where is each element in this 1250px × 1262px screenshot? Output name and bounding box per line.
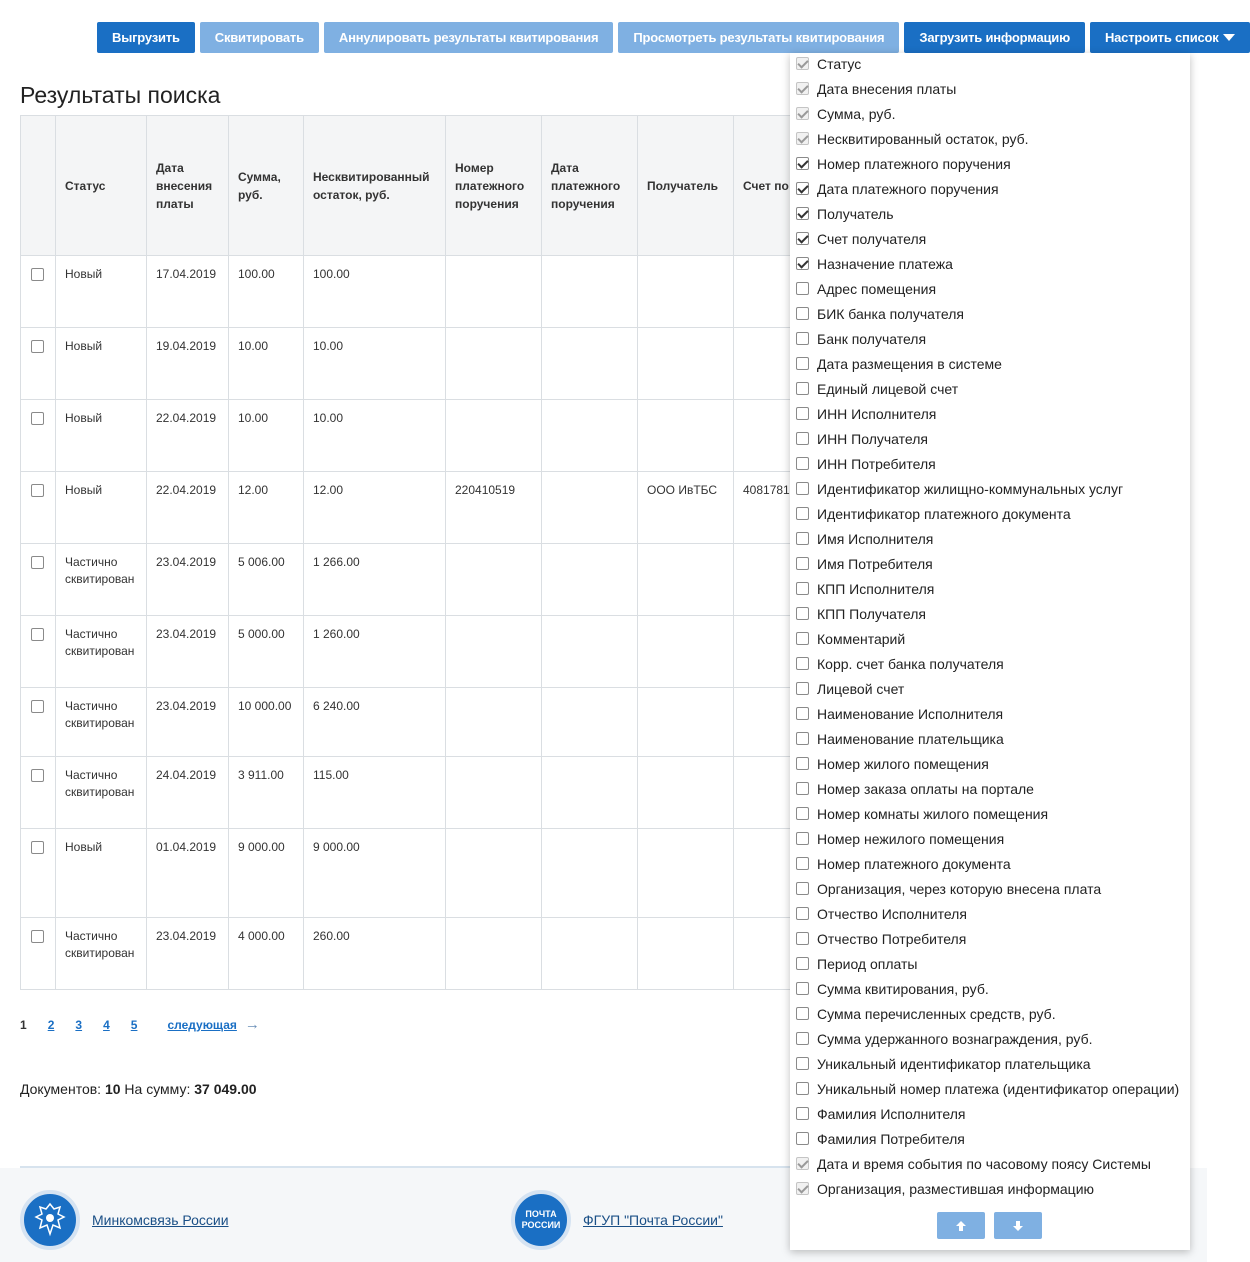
column-option[interactable] — [790, 826, 1190, 851]
column-option[interactable] — [790, 976, 1190, 1001]
column-option[interactable] — [790, 201, 1190, 226]
column-option-label: БИК банка получателя — [817, 305, 964, 322]
cell-sum: 5 000.00 — [229, 616, 304, 688]
cell-status: Частично сквитирован — [56, 688, 147, 757]
column-option-checkbox[interactable] — [796, 707, 809, 720]
table-header-row — [21, 116, 819, 256]
column-option-label: Дата платежного поручения — [817, 180, 999, 197]
row-checkbox[interactable] — [31, 769, 44, 782]
results-table — [20, 115, 819, 990]
column-option[interactable] — [790, 101, 1190, 126]
row-select-cell — [21, 829, 56, 918]
column-option-checkbox[interactable] — [796, 632, 809, 645]
column-option-label: Имя Исполнителя — [817, 530, 934, 547]
column-option-label: Несквитированный остаток, руб. — [817, 130, 1029, 147]
row-select-cell — [21, 616, 56, 688]
column-option-checkbox[interactable] — [796, 907, 809, 920]
row-checkbox[interactable] — [31, 628, 44, 641]
column-option[interactable] — [790, 551, 1190, 576]
column-option-checkbox[interactable] — [796, 1057, 809, 1070]
cell-rest: 10.00 — [304, 328, 446, 400]
column-option-checkbox[interactable] — [796, 282, 809, 295]
column-option-checkbox[interactable] — [796, 557, 809, 570]
column-option[interactable] — [790, 51, 1190, 76]
row-checkbox[interactable] — [31, 700, 44, 713]
column-option-checkbox[interactable] — [796, 782, 809, 795]
column-option-label: Номер платежного поручения — [817, 155, 1011, 172]
row-select-cell — [21, 472, 56, 544]
arrow-up-icon — [955, 1220, 967, 1232]
column-option-checkbox[interactable] — [796, 482, 809, 495]
column-option-checkbox[interactable] — [796, 932, 809, 945]
column-header-1: Дата внесения платы — [147, 116, 229, 256]
cell-rest: 1 260.00 — [304, 616, 446, 688]
cell-date: 19.04.2019 — [147, 328, 229, 400]
pochta-logo-icon — [511, 1190, 571, 1250]
cell-date: 23.04.2019 — [147, 688, 229, 757]
row-checkbox[interactable] — [31, 340, 44, 353]
sum-value: 37 049.00 — [194, 1081, 257, 1097]
column-option-checkbox — [796, 107, 809, 120]
column-option-checkbox[interactable] — [796, 382, 809, 395]
column-option-checkbox[interactable] — [796, 657, 809, 670]
column-option[interactable] — [790, 376, 1190, 401]
row-checkbox[interactable] — [31, 412, 44, 425]
dropdown-actions — [937, 1212, 1042, 1239]
column-header-select — [21, 116, 56, 256]
column-option[interactable] — [790, 901, 1190, 926]
column-option-label: Идентификатор жилищно-коммунальных услуг — [817, 480, 1124, 497]
column-option[interactable] — [790, 726, 1190, 751]
column-option-label: Имя Потребителя — [817, 555, 933, 572]
cell-status: Частично сквитирован — [56, 616, 147, 688]
column-option[interactable] — [790, 1076, 1190, 1101]
column-option-label: Лицевой счет — [817, 680, 905, 697]
column-option[interactable] — [790, 251, 1190, 276]
column-option-checkbox[interactable] — [796, 332, 809, 345]
column-option-label: ИНН Получателя — [817, 430, 928, 447]
move-down-button[interactable] — [994, 1212, 1042, 1239]
cell-rest: 12.00 — [304, 472, 446, 544]
column-option-label: Уникальный идентификатор плательщика — [817, 1055, 1091, 1072]
column-option-checkbox[interactable] — [796, 307, 809, 320]
cell-rest: 6 240.00 — [304, 688, 446, 757]
row-select-cell — [21, 757, 56, 829]
coat-of-arms-icon — [20, 1190, 80, 1250]
column-option-label: Фамилия Потребителя — [817, 1130, 965, 1147]
column-option-checkbox[interactable] — [796, 882, 809, 895]
column-option-checkbox[interactable] — [796, 732, 809, 745]
cell-sum: 10.00 — [229, 328, 304, 400]
cell-rest: 260.00 — [304, 918, 446, 990]
column-option-checkbox — [796, 82, 809, 95]
row-select-cell — [21, 544, 56, 616]
column-option-label: Номер платежного документа — [817, 855, 1011, 872]
column-option[interactable] — [790, 776, 1190, 801]
column-option[interactable] — [790, 876, 1190, 901]
column-settings-dropdown — [790, 53, 1190, 1250]
column-header-6: Получатель — [638, 116, 734, 256]
cell-date: 22.04.2019 — [147, 400, 229, 472]
column-option-checkbox[interactable] — [796, 182, 809, 195]
row-checkbox[interactable] — [31, 268, 44, 281]
column-option[interactable] — [790, 851, 1190, 876]
footer-label-pochta[interactable]: ФГУП "Почта России" — [583, 1212, 723, 1228]
column-header-5: Дата платежного поручения — [542, 116, 638, 256]
pagination — [20, 1016, 260, 1033]
cell-recipient — [638, 829, 734, 918]
docs-label: Документов: — [20, 1081, 102, 1097]
column-option[interactable] — [790, 1051, 1190, 1076]
page-link-5[interactable]: 5 — [130, 1017, 138, 1032]
cell-order_date — [542, 688, 638, 757]
column-option-checkbox — [796, 57, 809, 70]
column-option-label: Получатель — [817, 205, 894, 222]
cell-sum: 10 000.00 — [229, 688, 304, 757]
column-option-label: КПП Исполнителя — [817, 580, 935, 597]
toolbar — [97, 22, 1250, 53]
cell-date: 17.04.2019 — [147, 256, 229, 328]
cell-order_no — [446, 544, 542, 616]
cell-order_date — [542, 472, 638, 544]
column-option[interactable] — [790, 926, 1190, 951]
cell-status: Частично сквитирован — [56, 757, 147, 829]
toolbar-button-1[interactable]: Сквитировать — [200, 22, 319, 53]
page-link-4[interactable]: 4 — [103, 1017, 110, 1032]
page-link-1[interactable]: 1 — [20, 1017, 27, 1032]
cell-status: Частично сквитирован — [56, 918, 147, 990]
page-title: Результаты поиска — [20, 82, 221, 108]
column-option[interactable] — [790, 126, 1190, 151]
column-option-label: Назначение платежа — [817, 255, 953, 272]
cell-date: 23.04.2019 — [147, 544, 229, 616]
table-row — [21, 256, 819, 328]
column-option-checkbox[interactable] — [796, 532, 809, 545]
column-option[interactable] — [790, 751, 1190, 776]
column-option[interactable] — [790, 1176, 1190, 1201]
column-option-checkbox[interactable] — [796, 832, 809, 845]
cell-sum: 3 911.00 — [229, 757, 304, 829]
column-option[interactable] — [790, 951, 1190, 976]
toolbar-button-5[interactable]: Настроить список — [1090, 22, 1250, 53]
cell-order_date — [542, 328, 638, 400]
cell-rest: 10.00 — [304, 400, 446, 472]
column-option[interactable] — [790, 801, 1190, 826]
column-option[interactable] — [790, 626, 1190, 651]
cell-rest: 100.00 — [304, 256, 446, 328]
column-option-label: Корр. счет банка получателя — [817, 655, 1004, 672]
column-option[interactable] — [790, 176, 1190, 201]
column-option-label: Период оплаты — [817, 955, 918, 972]
column-option-label: ИНН Потребителя — [817, 455, 936, 472]
cell-order_no — [446, 688, 542, 757]
column-option-label: Адрес помещения — [817, 280, 937, 297]
next-page-link[interactable]: следующая — [167, 1017, 237, 1032]
column-option-checkbox[interactable] — [796, 507, 809, 520]
documents-summary — [20, 1081, 257, 1097]
column-option-label: Отчество Потребителя — [817, 930, 967, 947]
toolbar-button-4[interactable]: Загрузить информацию — [904, 22, 1085, 53]
column-option-checkbox[interactable] — [796, 407, 809, 420]
column-option-label: Номер нежилого помещения — [817, 830, 1005, 847]
row-select-cell — [21, 256, 56, 328]
column-option[interactable] — [790, 151, 1190, 176]
column-option-checkbox[interactable] — [796, 582, 809, 595]
cell-sum: 10.00 — [229, 400, 304, 472]
cell-rest: 9 000.00 — [304, 829, 446, 918]
column-option-checkbox[interactable] — [796, 432, 809, 445]
column-option-label: Наименование Исполнителя — [817, 705, 1004, 722]
column-option[interactable] — [790, 1101, 1190, 1126]
column-option[interactable] — [790, 701, 1190, 726]
cell-order_no — [446, 918, 542, 990]
cell-order_date — [542, 757, 638, 829]
cell-order_no — [446, 400, 542, 472]
column-option[interactable] — [790, 1001, 1190, 1026]
table-row — [21, 544, 819, 616]
cell-date: 24.04.2019 — [147, 757, 229, 829]
cell-recipient — [638, 616, 734, 688]
column-option-label: Номер заказа оплаты на портале — [817, 780, 1034, 797]
column-header-0: Статус — [56, 116, 147, 256]
cell-recipient — [638, 544, 734, 616]
cell-status: Новый — [56, 328, 147, 400]
column-option-checkbox[interactable] — [796, 857, 809, 870]
column-option-checkbox[interactable] — [796, 1007, 809, 1020]
cell-account: 4081781 — [734, 472, 800, 544]
column-option-checkbox[interactable] — [796, 257, 809, 270]
cell-recipient — [638, 918, 734, 990]
cell-sum: 12.00 — [229, 472, 304, 544]
column-header-7: Счет по — [734, 116, 800, 256]
row-select-cell — [21, 328, 56, 400]
column-option[interactable] — [790, 501, 1190, 526]
pochta-logo-text: ПОЧТА РОССИИ — [521, 1209, 561, 1230]
column-option[interactable] — [790, 76, 1190, 101]
row-checkbox[interactable] — [31, 484, 44, 497]
table-row — [21, 829, 819, 918]
row-select-cell — [21, 400, 56, 472]
cell-status: Новый — [56, 256, 147, 328]
cell-order_no — [446, 757, 542, 829]
column-option-label: Дата внесения платы — [817, 80, 957, 97]
cell-status: Новый — [56, 472, 147, 544]
docs-count: 10 — [104, 1081, 121, 1097]
table-row — [21, 918, 819, 990]
column-option-label: КПП Получателя — [817, 605, 926, 622]
cell-order_date — [542, 544, 638, 616]
column-option-label: Уникальный номер платежа (идентификатор операции) — [817, 1080, 1180, 1097]
cell-order_date — [542, 616, 638, 688]
column-option[interactable] — [790, 526, 1190, 551]
table-row — [21, 400, 819, 472]
toolbar-button-2[interactable]: Аннулировать результаты квитирования — [324, 22, 613, 53]
row-checkbox[interactable] — [31, 556, 44, 569]
column-option-checkbox[interactable] — [796, 807, 809, 820]
caret-down-icon — [1223, 34, 1235, 41]
column-option-checkbox[interactable] — [796, 1132, 809, 1145]
cell-recipient: ООО ИвТБС — [638, 472, 734, 544]
column-option-label: Статус — [817, 55, 862, 72]
cell-sum: 5 006.00 — [229, 544, 304, 616]
cell-status: Частично сквитирован — [56, 544, 147, 616]
footer-link-minsvyaz[interactable] — [20, 1190, 229, 1250]
column-option-label: Организация, через которую внесена плата — [817, 880, 1102, 897]
cell-order_date — [542, 829, 638, 918]
table-row — [21, 328, 819, 400]
column-option-label: Сумма перечисленных средств, руб. — [817, 1005, 1056, 1022]
cell-rest: 1 266.00 — [304, 544, 446, 616]
column-option-label: Банк получателя — [817, 330, 927, 347]
column-option-label: Дата размещения в системе — [817, 355, 1002, 372]
cell-sum: 100.00 — [229, 256, 304, 328]
column-option-checkbox[interactable] — [796, 457, 809, 470]
row-checkbox[interactable] — [31, 841, 44, 854]
cell-sum: 9 000.00 — [229, 829, 304, 918]
footer-label-minsvyaz[interactable]: Минкомсвязь России — [92, 1212, 229, 1228]
column-option-checkbox[interactable] — [796, 157, 809, 170]
column-option-checkbox[interactable] — [796, 682, 809, 695]
cell-status: Новый — [56, 829, 147, 918]
column-option[interactable] — [790, 326, 1190, 351]
column-option-label: Идентификатор платежного документа — [817, 505, 1071, 522]
cell-order_no: 220410519 — [446, 472, 542, 544]
cell-recipient — [638, 328, 734, 400]
column-option-checkbox[interactable] — [796, 1107, 809, 1120]
cell-status: Новый — [56, 400, 147, 472]
page-link-3[interactable]: 3 — [75, 1017, 83, 1032]
column-option[interactable] — [790, 576, 1190, 601]
column-option[interactable] — [790, 276, 1190, 301]
toolbar-button-0[interactable]: Выгрузить — [97, 22, 195, 53]
column-option[interactable] — [790, 301, 1190, 326]
sum-label: На сумму: — [124, 1081, 191, 1097]
column-option-checkbox[interactable] — [796, 357, 809, 370]
column-option-label: Номер комнаты жилого помещения — [817, 805, 1049, 822]
row-select-cell — [21, 918, 56, 990]
column-option[interactable] — [790, 401, 1190, 426]
column-option[interactable] — [790, 426, 1190, 451]
footer-link-pochta[interactable] — [511, 1190, 723, 1250]
column-option[interactable] — [790, 226, 1190, 251]
column-option-checkbox — [796, 1182, 809, 1195]
cell-order_no — [446, 256, 542, 328]
cell-sum: 4 000.00 — [229, 918, 304, 990]
column-option-checkbox[interactable] — [796, 207, 809, 220]
column-option-label: Наименование плательщика — [817, 730, 1004, 747]
column-option[interactable] — [790, 476, 1190, 501]
cell-date: 23.04.2019 — [147, 616, 229, 688]
cell-order_date — [542, 918, 638, 990]
column-option-label: Сумма квитирования, руб. — [817, 980, 989, 997]
page-link-2[interactable]: 2 — [47, 1017, 55, 1032]
column-option-label: Счет получателя — [817, 230, 927, 247]
column-option-checkbox[interactable] — [796, 757, 809, 770]
column-option-label: Дата и время события по часовому поясу Системы — [817, 1155, 1151, 1172]
cell-order_no — [446, 829, 542, 918]
cell-recipient — [638, 400, 734, 472]
column-option-label: Единый лицевой счет — [817, 380, 959, 397]
cell-order_no — [446, 328, 542, 400]
column-option-checkbox[interactable] — [796, 607, 809, 620]
column-option-label: Организация, разместившая информацию — [817, 1180, 1095, 1197]
column-option-checkbox[interactable] — [796, 232, 809, 245]
column-option-checkbox[interactable] — [796, 1082, 809, 1095]
column-header-4: Номер платежного поручения — [446, 116, 542, 256]
arrow-down-icon — [1012, 1220, 1024, 1232]
row-checkbox[interactable] — [31, 930, 44, 943]
column-option-checkbox[interactable] — [796, 1032, 809, 1045]
table-row — [21, 472, 819, 544]
column-option[interactable] — [790, 651, 1190, 676]
column-option-checkbox[interactable] — [796, 982, 809, 995]
column-option-checkbox — [796, 132, 809, 145]
cell-recipient — [638, 256, 734, 328]
cell-date: 23.04.2019 — [147, 918, 229, 990]
column-option[interactable] — [790, 451, 1190, 476]
cell-recipient — [638, 757, 734, 829]
arrow-right-icon[interactable]: → — [244, 1016, 260, 1033]
column-option[interactable] — [790, 676, 1190, 701]
table-row — [21, 757, 819, 829]
column-option-label: Отчество Исполнителя — [817, 905, 967, 922]
cell-order_no — [446, 616, 542, 688]
column-option-label: ИНН Исполнителя — [817, 405, 937, 422]
column-header-2: Сумма, руб. — [229, 116, 304, 256]
cell-rest: 115.00 — [304, 757, 446, 829]
column-option[interactable] — [790, 1126, 1190, 1151]
cell-order_date — [542, 400, 638, 472]
table-row — [21, 688, 819, 757]
cell-recipient — [638, 688, 734, 757]
column-option-label: Комментарий — [817, 630, 906, 647]
column-option[interactable] — [790, 601, 1190, 626]
column-option-checkbox — [796, 1157, 809, 1170]
column-option-label: Фамилия Исполнителя — [817, 1105, 966, 1122]
column-header-3: Несквитированный остаток, руб. — [304, 116, 446, 256]
column-option[interactable] — [790, 1151, 1190, 1176]
move-up-button[interactable] — [937, 1212, 985, 1239]
row-select-cell — [21, 688, 56, 757]
column-option-label: Сумма, руб. — [817, 105, 896, 122]
column-option-label: Номер жилого помещения — [817, 755, 989, 772]
column-option-checkbox[interactable] — [796, 957, 809, 970]
column-option[interactable] — [790, 351, 1190, 376]
toolbar-button-3[interactable]: Просмотреть результаты квитирования — [618, 22, 899, 53]
cell-order_date — [542, 256, 638, 328]
table-row — [21, 616, 819, 688]
column-settings-list — [790, 51, 1190, 1201]
column-option-label: Сумма удержанного вознаграждения, руб. — [817, 1030, 1093, 1047]
column-option[interactable] — [790, 1026, 1190, 1051]
cell-date: 22.04.2019 — [147, 472, 229, 544]
cell-date: 01.04.2019 — [147, 829, 229, 918]
